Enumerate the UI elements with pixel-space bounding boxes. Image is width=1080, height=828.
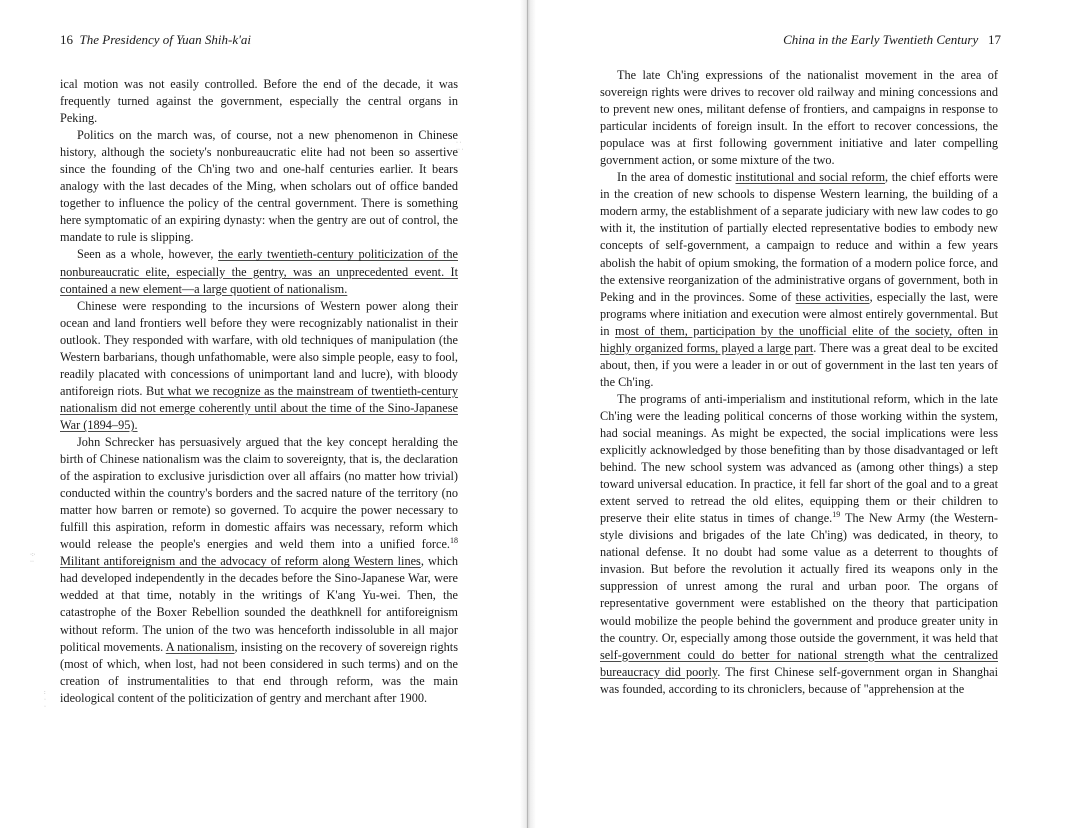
body-paragraph xyxy=(600,67,998,169)
body-paragraph xyxy=(60,127,458,246)
underlined-passage: Militant antiforeignism and the advocacy of reform along Western lines xyxy=(60,554,421,569)
text-run: , which had developed independently in the decades before the Sino-Japanese War, were wedded at that time, notably in the writings of K'ang Yu-wei. Then, the catastrophe of the Boxer Rebellion sounded the deathknell for antiforeignism without reform. The union of the two was henceforth indissoluble in all major political movements. xyxy=(60,554,459,654)
right-page-number: 17 xyxy=(988,32,1001,47)
underlined-passage: self-government could do better for national strength what the centralized bureaucracy did poorly xyxy=(600,647,998,679)
text-run: The late Ch'ing expressions of the nationalist movement in the area of sovereign rights were drives to recover old railway and mining concessions and to prevent new ones, militant defense of frontiers, and campaigns in response to particular incidents of foreign insult. In the effort to recover concessions, the populace was at first following government initiative and later compelling government action, or some mixture of the two. xyxy=(600,68,998,168)
body-paragraph xyxy=(60,76,458,127)
underlined-passage: t what we recognize as the mainstream of twentieth-century nationalism did not emerge coherently until about the time of the Sino-Japanese War (1894–95). xyxy=(60,383,458,432)
left-page-header xyxy=(60,32,251,48)
gutter-line xyxy=(527,0,528,828)
right-page-body xyxy=(600,67,998,698)
text-run: , especially the last, were programs where initiation and execution were almost entirely governmental. But in xyxy=(600,289,999,338)
underlined-passage: institutional and social reform xyxy=(735,170,886,185)
text-run: The New Army (the Western-style divisions and brigades of the late Ch'ing) was dedicated, in theory, to national defense. It no doubt had some value as a deterrent to thoughts of invasion. But before the revolution it actually fired its weapons only in the suppression of unrest among the rural and urban poor. The organs of representative government were established on the theory that participation would mobilize the people behind the government and produce greater unity in the country. Or, especially among those outside the government, it was held that xyxy=(600,511,998,645)
text-run: Seen as a whole, however, xyxy=(77,247,219,262)
margin-marks: : · · xyxy=(44,690,46,710)
book-gutter xyxy=(520,0,536,828)
body-paragraph xyxy=(60,434,458,707)
right-page-header xyxy=(783,32,1001,48)
left-page xyxy=(0,0,520,828)
text-run: In the area of domestic xyxy=(617,170,736,185)
body-paragraph xyxy=(600,391,998,698)
text-run: The programs of anti-imperialism and institutional reform, which in the late Ch'ing were the leading political concerns of those working within the system, had social meanings. As might be expected, the social implications were less explicitly acknowledged by those benefiting than by those disadvantaged or left behind. The new school system was advanced as (among other things) a step toward universal education. In practice, it fell far short of the goal and to a great extent served to retread the old elites, equipping them or their children to preserve their elite status in times of change. xyxy=(600,391,998,526)
text-run: , the chief efforts were in the creation of new schools to dispense Western learning, the building of a modern army, the establishment of a separate judiciary with new law codes to go with it, the institution of partially elected representative bodies to embody new concepts of self-government, a campaign to reduce and within a few years abolish the habit of opium smoking, the formation of a modern police force, and the extensive reorganization of the administrative organs of government, both in Peking and in the provinces. Some of xyxy=(600,170,998,304)
text-run: . The first Chinese self-government organ in Shanghai was founded, according to its chroniclers, because of "apprehension at the xyxy=(600,664,998,696)
left-page-body xyxy=(60,76,458,707)
right-running-title: China in the Early Twentieth Century xyxy=(783,32,979,47)
body-paragraph xyxy=(60,298,458,434)
underlined-passage: the early twentieth-century politicization of the nonbureaucratic elite, especially the gentry, was an unprecedented event. It contained a new element—a large quotient of nationalism. xyxy=(60,247,458,296)
margin-marks: · · ·· · xyxy=(456,140,464,153)
text-run: ical motion was not easily controlled. Before the end of the decade, it was frequently turned against the government, especially the central organs in Peking. xyxy=(60,77,458,126)
text-run: John Schrecker has persuasively argued that the key concept heralding the birth of Chinese nationalism was the claim to sovereignty, that is, the declaration of the aspiration to exclusive jurisdiction over all affairs (no matter how trivial) conducted within the country's borders and the sacred nature of the territory (no matter how barren or remote) so governed. To acquire the power necessary to fulfill this aspiration, reform in domestic affairs was necessary, reform which would release the people's energies and weld them into a unified force. xyxy=(60,434,458,552)
text-run: . There was a great deal to be excited about, then, if you were a leader in or out of government in the last ten years of the Ch'ing. xyxy=(600,340,998,389)
footnote-ref: 19 xyxy=(832,510,841,520)
underlined-passage: A nationalism xyxy=(165,639,235,654)
body-paragraph xyxy=(600,169,998,391)
text-run: , insisting on the recovery of sovereign rights (most of which, when lost, had not been considered in such terms) and on the creation of instrumentalities to that end through reform, was the main ideological content of the politicization of gentry and merchant after 1900. xyxy=(60,639,458,705)
left-running-title: The Presidency of Yuan Shih-k'ai xyxy=(79,32,252,47)
text-run: Politics on the march was, of course, not a new phenomenon in Chinese history, although the society's nonbureaucratic elite had not been so assertive since the founding of the Ch'ing two and one-half centuries earlier. It bears analogy with the last decades of the Ming, when scholars out of office banded together to influence the policy of the central government. There is something here symptomatic of an expiring dynasty: when the gentry are out of control, the mandate to rule is slipping. xyxy=(60,128,458,245)
text-run: Chinese were responding to the incursions of Western power along their ocean and land frontiers well before they were recognizably nationalist in their outlook. They responded with warfare, with old techniques of manipulation (the Western barbarians, though unfathomable, were also simple people, easy to fool, readily placated with concessions of unimportant land and lucre), with bloody antiforeign riots. Bu xyxy=(60,298,458,398)
footnote-ref: 18 xyxy=(450,536,458,546)
underlined-passage: most of them, participation by the unofficial elite of the society, often in highly organized forms, played a large part xyxy=(600,323,999,355)
margin-marks: ·:· ·· xyxy=(30,552,36,565)
underlined-passage: these activities xyxy=(795,289,870,304)
left-page-number: 16 xyxy=(60,32,73,47)
body-paragraph xyxy=(60,246,458,297)
right-page xyxy=(536,0,1080,828)
